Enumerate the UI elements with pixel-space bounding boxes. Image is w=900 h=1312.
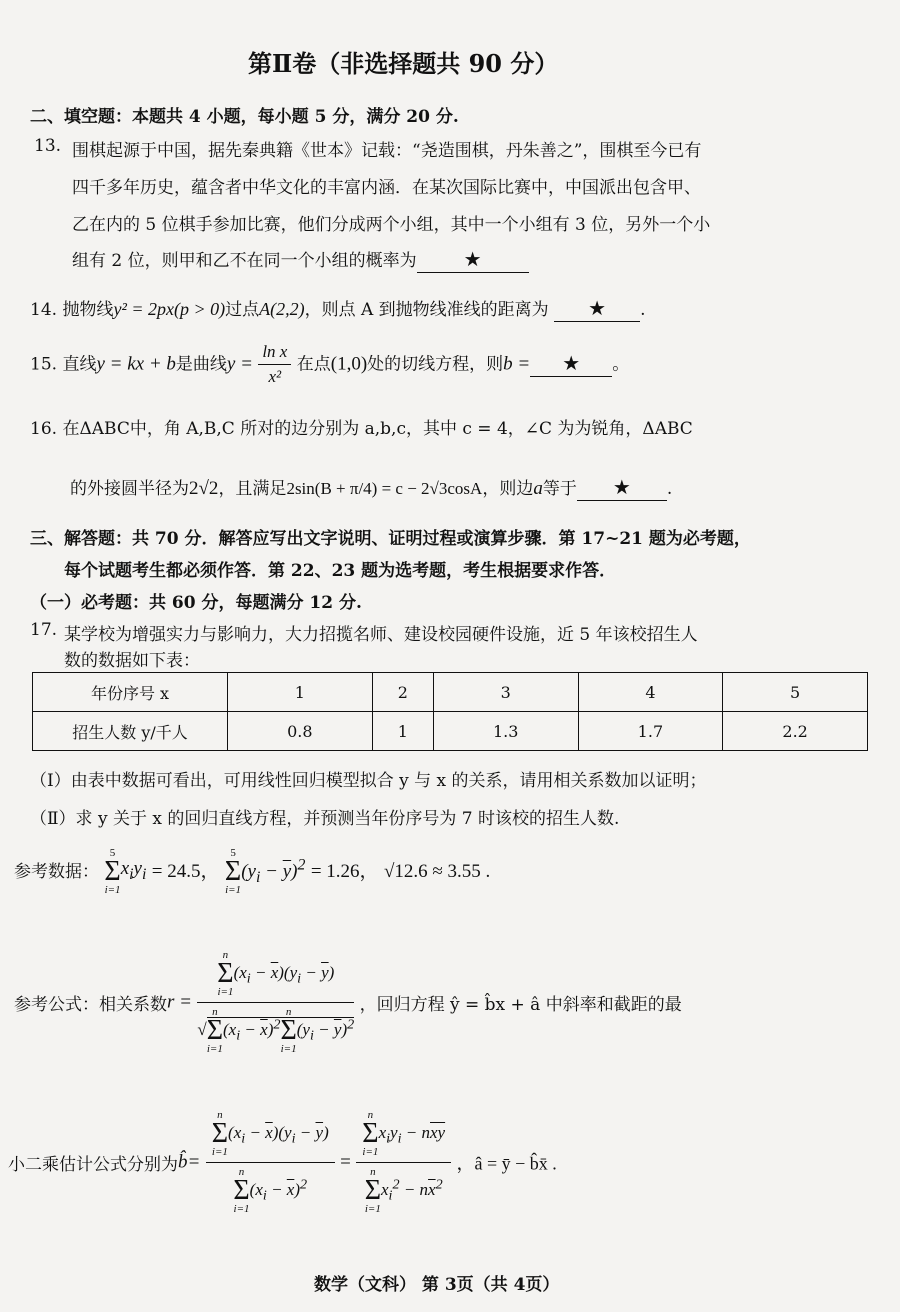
q13-line-2: 四千多年历史，蕴含者中华文化的丰富内涵．在某次国际比赛中，中国派出包含甲、 [72, 178, 701, 198]
least-squares-label: 小二乘估计公式分别为 [8, 1155, 178, 1175]
summation-symbol: n Σ i=1 [206, 1006, 224, 1055]
table-cell: 1.7 [578, 712, 723, 751]
q15-mid1: 是曲线 [175, 354, 227, 375]
q13-line-3: 乙在内的 5 位棋手参加比赛，他们分成两个小组，其中一个小组有 3 位，另外一个小 [72, 215, 711, 235]
ref-data-value-1: = 24.5， [151, 861, 220, 882]
line-equation: y = kx + b [96, 353, 176, 375]
fraction-numerator: ln x [258, 340, 291, 365]
section-two-heading: 二、填空题：本题共 4 小题，每小题 5 分，满分 20 分. [30, 107, 459, 127]
table-cell: 1 [372, 712, 433, 751]
intercept-formula: ，â = ȳ − b̂x̄ . [456, 1153, 557, 1174]
question-number: 15. [30, 354, 58, 375]
ref-data-value-2: = 1.26， [310, 861, 379, 882]
star-icon: ★ [588, 296, 607, 320]
reference-formula-post: ，回归方程 ŷ = b̂x + â 中斜率和截距的最 [359, 995, 682, 1015]
q16-line2-pre: 的外接圆半径为 [70, 479, 189, 499]
q14-end: . [640, 300, 646, 320]
ref-data-value-3: √12.6 ≈ 3.55 . [383, 861, 491, 882]
table-header: 招生人数 y/千人 [33, 712, 228, 751]
star-icon: ★ [463, 247, 482, 271]
table-cell: 0.8 [228, 712, 373, 751]
summation-symbol: 5 Σ i=1 [104, 847, 121, 896]
table-row [33, 673, 868, 712]
question-14 [30, 295, 646, 322]
question-number: 16. [30, 419, 58, 439]
slope-fraction-2 [356, 1110, 451, 1215]
page-footer: 数学（文科） 第 3页（共 4页） [314, 1275, 560, 1295]
enrollment-table [32, 672, 868, 751]
q14-post: ，则点 A 到抛物线准线的距离为 [304, 300, 549, 320]
y-deviation-term: $(y_i - \overline{y})^2$ [241, 856, 306, 887]
point-a: A(2,2) [259, 299, 305, 319]
xy-sum-term: $x_iy_i$ [120, 858, 147, 883]
fraction-numerator: n Σ i=1 $x_iy_i - n\overline{xy}$ [356, 1110, 451, 1163]
q15-end: 。 [612, 354, 630, 375]
fraction-denominator: n Σ i=1 $(x_i - \overline{x})^2$ [233, 1166, 308, 1215]
circumradius: 2√2 [189, 478, 219, 499]
fraction-numerator: n Σ i=1 $(x_i - \overline{x})(y_i - \overline{y})$ [206, 1110, 335, 1163]
correlation-fraction [197, 950, 354, 1055]
reference-data-label: 参考数据： [14, 862, 99, 882]
r-equals: r = [167, 991, 192, 1013]
q15-var: b = [503, 353, 531, 375]
table-cell: 4 [578, 673, 723, 712]
correlation-formula [14, 950, 682, 1055]
least-squares-formula [8, 1110, 557, 1215]
q17-line-2: 数的数据如下表： [64, 651, 200, 671]
q13-line-4-text: 组有 2 位，则甲和乙不在同一个小组的概率为 [72, 251, 417, 271]
fraction-denominator: √ n Σ i=1 $(x_i - \overline{x})^2$ n Σ i=1 $(y_i - \overline{y})^2$ [197, 1006, 355, 1055]
q16-end: . [666, 479, 673, 499]
q16-line2-mid: ，且满足 [218, 479, 287, 499]
table-cell: 2.2 [723, 712, 868, 751]
summation-symbol: n Σ i=1 [280, 1006, 297, 1055]
reference-data [14, 848, 490, 896]
table-cell: 2 [372, 673, 433, 712]
summation-symbol: n Σ i=1 [217, 949, 234, 998]
q17-line-1: 某学校为增强实力与影响力，大力招揽名师、建设校园硬件设施，近 5 年该校招生人 [64, 625, 698, 645]
slope-fraction-1 [206, 1110, 335, 1215]
table-cell: 1 [228, 673, 373, 712]
summation-symbol: 5 Σ i=1 [224, 847, 242, 896]
fraction-denominator: x² [268, 367, 282, 386]
b-hat-equals: b̂= [178, 1151, 201, 1173]
tangent-point: (1,0) [330, 353, 368, 375]
required-questions-heading: （一）必考题：共 60 分，每题满分 12 分. [30, 593, 362, 613]
fraction-numerator: n Σ i=1 $(x_i - \overline{x})(y_i - \overline{y})$ [197, 950, 354, 1003]
table-row [33, 712, 868, 751]
q14-pre: 抛物线 [62, 300, 114, 320]
table-header: 年份序号 x [33, 673, 228, 712]
q17-part-2: （Ⅱ）求 y 关于 x 的回归直线方程，并预测当年份序号为 7 时该校的招生人数. [30, 809, 620, 829]
star-icon: ★ [562, 351, 581, 375]
summation-symbol: n Σ i=1 [362, 1109, 379, 1158]
parabola-equation: y² = 2px(p > 0) [113, 299, 226, 319]
q16-line2-end: 等于 [542, 479, 577, 499]
q15-mid2: 在点 [296, 354, 331, 375]
q13-line-1: 围棋起源于中国，据先秦典籍《世本》记载：“尧造围棋，丹朱善之”，围棋至今已有 [72, 141, 702, 161]
question-15 [30, 340, 629, 389]
answer-blank[interactable] [417, 248, 529, 273]
table-cell: 5 [723, 673, 868, 712]
q15-mid3: 处的切线方程，则 [367, 354, 504, 375]
q16-line-1-wrap [30, 414, 693, 439]
question-number: 14. [30, 300, 58, 320]
q16-line-1: 在ΔABC中，角 A,B,C 所对的边分别为 a,b,c，其中 c = 4，∠C 为为锐角，ΔABC [62, 419, 693, 439]
q15-pre: 直线 [62, 354, 97, 375]
q16-line-2 [70, 474, 672, 501]
table-cell: 1.3 [433, 712, 578, 751]
q16-var: a [533, 478, 543, 499]
answer-blank[interactable] [577, 476, 667, 501]
equals-sign: = [340, 1151, 351, 1173]
table-cell: 3 [433, 673, 578, 712]
fraction-denominator: n Σ i=1 $x_i^2 - n\overline{x}^2$ [364, 1166, 443, 1215]
q13-line-4 [72, 246, 529, 273]
section-three-heading-1: 三、解答题：共 70 分．解答应写出文字说明、证明过程或演算步骤．第 17~21 题为必考题， [30, 529, 751, 549]
star-icon: ★ [612, 475, 631, 499]
summation-symbol: n Σ i=1 [233, 1166, 250, 1215]
summation-symbol: n Σ i=1 [211, 1109, 229, 1158]
question-number: 13. [34, 136, 62, 156]
q16-line2-post: ，则边 [482, 479, 534, 499]
curve-fraction [258, 340, 291, 389]
reference-formula-label: 参考公式：相关系数 [14, 995, 167, 1015]
q14-mid: 过点 [225, 300, 260, 320]
answer-blank[interactable] [554, 297, 640, 322]
page-title: 第Ⅱ卷（非选择题共 90 分） [248, 49, 559, 78]
section-three-heading-2: 每个试题考生都必须作答．第 22、23 题为选考题，考生根据要求作答． [64, 561, 617, 581]
summation-symbol: n Σ i=1 [364, 1166, 381, 1215]
q17-part-1: （Ⅰ）由表中数据可看出，可用线性回归模型拟合 y 与 x 的关系，请用相关系数加以证明； [30, 771, 707, 791]
q16-condition: 2sin(B + π/4) = c − 2√3cosA [286, 479, 483, 498]
question-number: 17. [30, 620, 58, 640]
curve-lhs: y = [226, 353, 253, 375]
answer-blank[interactable] [530, 352, 612, 377]
